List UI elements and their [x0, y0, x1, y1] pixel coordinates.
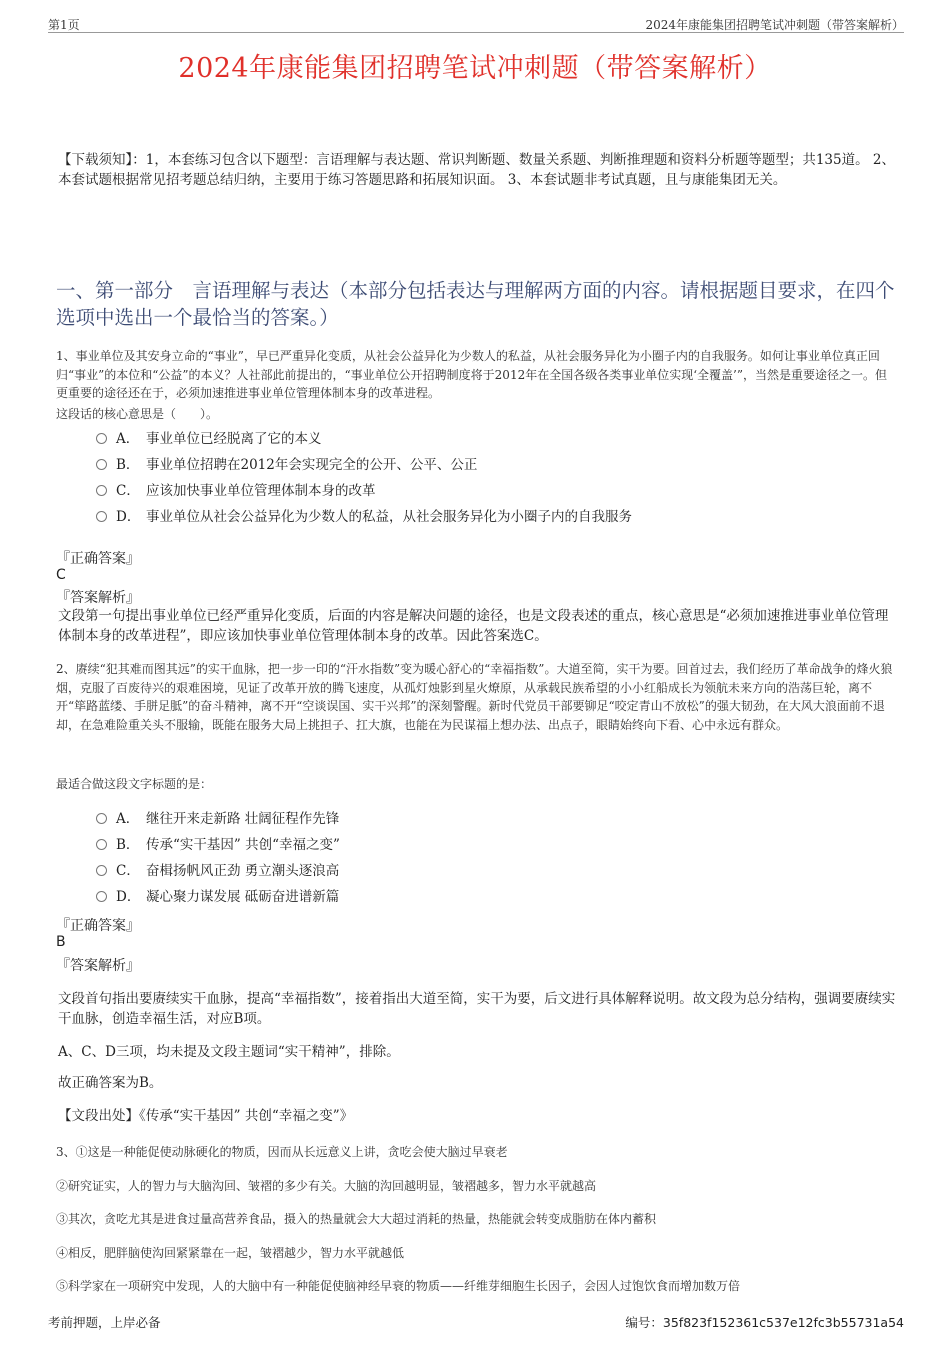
q2-answer-label: 『正确答案』: [56, 918, 140, 934]
page-header: [48, 14, 904, 33]
question-2-prompt: 最适合做这段文字标题的是：: [56, 777, 213, 791]
q1-option-d[interactable]: D． 事业单位从社会公益异化为少数人的私益，从社会服务异化为小圈子内的自我服务: [96, 507, 632, 527]
radio-icon[interactable]: [96, 485, 107, 496]
q1-answer-label: 『正确答案』: [56, 551, 140, 567]
section-heading: 一、第一部分 言语理解与表达（本部分包括表达与理解两方面的内容。请根据题目要求，在四个选项中选出一个最恰当的答案。）: [56, 279, 895, 329]
question-1-prompt: 这段话的核心意思是（ ）。: [56, 407, 219, 421]
footer-code: [625, 1313, 904, 1331]
q2-option-c[interactable]: C． 奋楫扬帆风正劲 勇立潮头逐浪高: [96, 861, 339, 881]
q2-option-d[interactable]: D． 凝心聚力谋发展 砥砺奋进谱新篇: [96, 887, 339, 907]
q2-source: 【文段出处】《传承“实干基因” 共创“幸福之变”》: [58, 1108, 354, 1124]
q1-analysis-label: 『答案解析』: [56, 590, 140, 606]
radio-icon[interactable]: [96, 511, 107, 522]
footer-code-value: 35f823f152361c537e12fc3b55731a54: [662, 1315, 904, 1330]
q3-sentence-1: 3、①这是一种能促使动脉硬化的物质，因而从长远意义上讲，贪吃会使大脑过早衰老: [56, 1145, 508, 1159]
q3-sentence-2: ②研究证实，人的智力与大脑沟回、皱褶的多少有关。大脑的沟回越明显，皱褶越多，智力水平就越高: [56, 1179, 597, 1193]
q3-sentence-5: ⑤科学家在一项研究中发现，人的大脑中有一种能促使脑神经早衰的物质——纤维芽细胞生长因子，会因人过饱饮食而增加数万倍: [56, 1279, 741, 1293]
radio-icon[interactable]: [96, 839, 107, 850]
radio-icon[interactable]: [96, 813, 107, 824]
q2-option-a[interactable]: A． 继往开来走新路 壮阔征程作先锋: [96, 809, 339, 829]
q2-analysis-p1: 文段首句指出要赓续实干血脉，提高“幸福指数”，接着指出大道至简，实干为要，后文进行具体解释说明。故文段为总分结构，强调要赓续实干血脉，创造幸福生活，对应B项。: [58, 991, 896, 1027]
q1-analysis: 文段第一句提出事业单位已经严重异化变质，后面的内容是解决问题的途径，也是文段表述的重点，核心意思是“必须加速推进事业单位管理体制本身的改革进程”，即应该加快事业单位管理体制本身的改革。因此答案选C。: [58, 608, 889, 644]
radio-icon[interactable]: [96, 891, 107, 902]
radio-icon[interactable]: [96, 865, 107, 876]
q1-option-c[interactable]: C． 应该加快事业单位管理体制本身的改革: [96, 481, 376, 501]
q1-option-b[interactable]: B． 事业单位招聘在2012年会实现完全的公开、公平、公正: [96, 455, 477, 475]
q3-sentence-4: ④相反，肥胖脑使沟回紧紧靠在一起，皱褶越少，智力水平就越低: [56, 1246, 405, 1260]
q2-option-b[interactable]: B． 传承“实干基因” 共创“幸福之变”: [96, 835, 340, 855]
download-notice: 【下载须知】：1，本套练习包含以下题型：言语理解与表达题、常识判断题、数量关系题、判断推理题和资料分析题等题型；共135道。 2、本套试题根据常见招考题总结归纳，主要用于练习答题思路和拓展知识面。 3、本套试题非考试真题，且与康能集团无关。: [58, 152, 895, 188]
q2-analysis-p2: A、C、D三项，均未提及文段主题词“实干精神”，排除。: [58, 1044, 400, 1060]
q1-option-a[interactable]: A． 事业单位已经脱离了它的本义: [96, 429, 322, 449]
q3-sentence-3: ③其次，贪吃尤其是进食过量高营养食品，摄入的热量就会大大超过消耗的热量，热能就会转变成脂肪在体内蓄积: [56, 1212, 657, 1226]
footer-slogan: 考前押题，上岸必备: [48, 1315, 161, 1330]
radio-icon[interactable]: [96, 459, 107, 470]
document-title: 2024年康能集团招聘笔试冲刺题（带答案解析）: [178, 53, 772, 84]
q2-answer: B: [56, 934, 66, 950]
page-number: 第1页: [48, 18, 80, 32]
q2-analysis-p3: 故正确答案为B。: [58, 1075, 163, 1091]
q1-answer: C: [56, 567, 66, 583]
footer-code-label: 编号：: [625, 1315, 663, 1330]
header-doc-title: 2024年康能集团招聘笔试冲刺题（带答案解析）: [645, 18, 904, 32]
radio-icon[interactable]: [96, 433, 107, 444]
question-2-stem: 2、赓续“犯其难而图其远”的实干血脉，把一步一印的“汗水指数”变为暖心舒心的“幸福指数”。大道至简，实干为要。回首过去，我们经历了革命战争的烽火狼烟，克服了百废待兴的艰难困境，见证了改革开放的腾飞速度，从孤灯烛影到星火燎原，从承载民族希望的小小红船成长为领航未来方向的浩荡巨轮，离不开“筚路蓝缕、手胼足胝”的奋斗精神，离不开“空谈误国、实干兴邦”的深刻警醒。新时代党员干部要铆足“咬定青山不放松”的强大韧劲，在大风大浪面前不退却，在急难险重关头不服输，既能在服务大局上挑担子、扛大旗，也能在为民谋福上想办法、出点子，眼睛始终向下看、心中永远有群众。: [56, 662, 893, 732]
question-1-stem: 1、事业单位及其安身立命的“事业”，早已严重异化变质，从社会公益异化为少数人的私益，从社会服务异化为小圈子内的自我服务。如何让事业单位真正回归“事业”的本位和“公益”的本义？人社部此前提出的，“事业单位公开招聘制度将于2012年在全国各级各类事业单位实现‘全覆盖’”，当然是重要途径之一。但更重要的途径还在于，必须加速推进事业单位管理体制本身的改革进程。: [56, 349, 887, 400]
q2-analysis-label: 『答案解析』: [56, 958, 140, 974]
